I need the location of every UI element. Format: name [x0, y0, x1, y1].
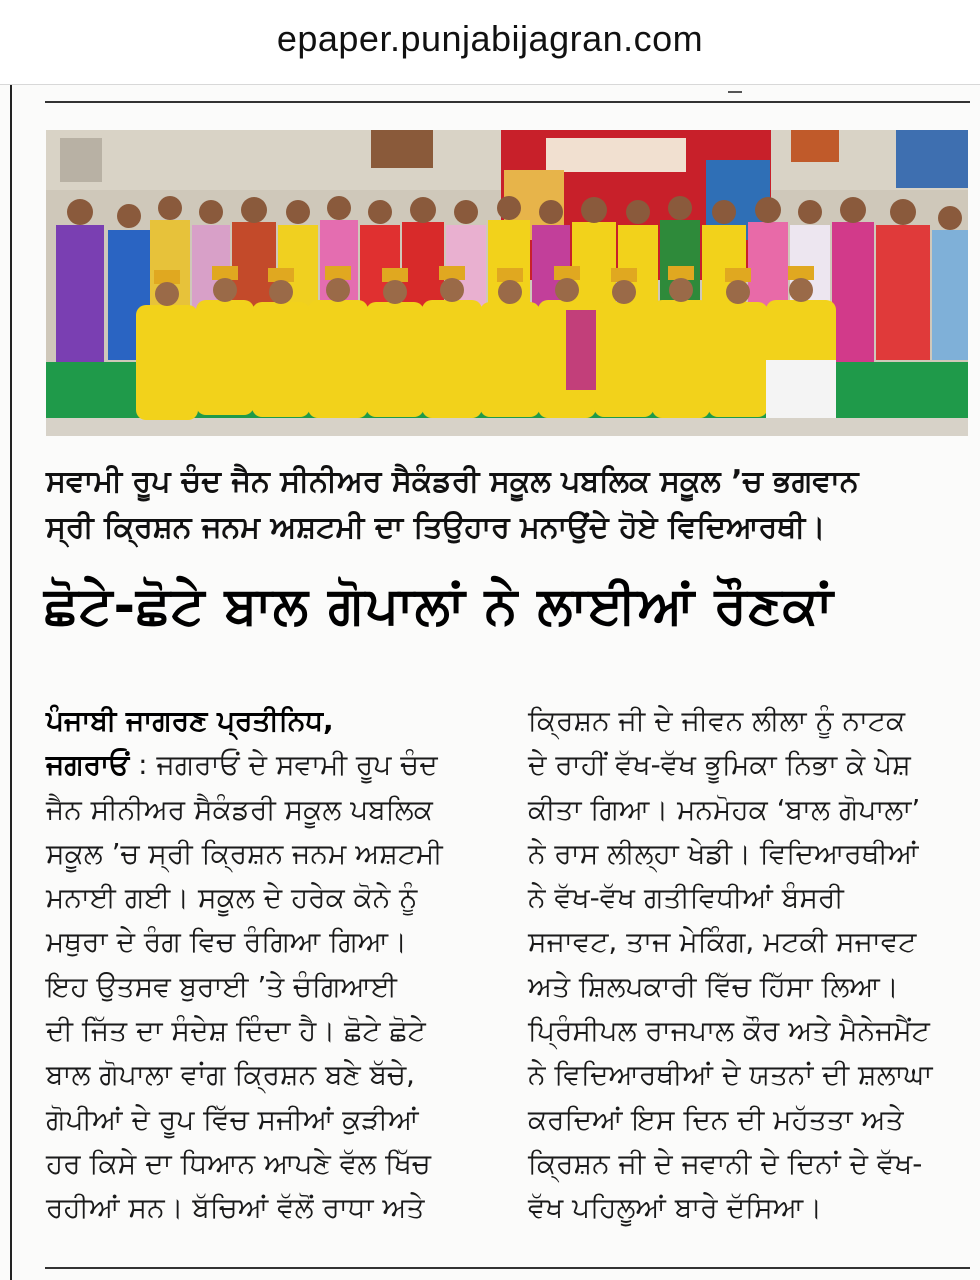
caption-line: ਸ੍ਰੀ ਕ੍ਰਿਸ਼ਨ ਜਨਮ ਅਸ਼ਟਮੀ ਦਾ ਤਿਉਹਾਰ ਮਨਾਉਂਦੇ ਹੋਏ ਵਿਦਿਆਰਥੀ।	[46, 510, 826, 545]
body-text: : ਜਗਰਾਓਂ ਦੇ ਸਵਾਮੀ ਰੂਪ ਚੰਦ	[129, 748, 438, 782]
article-headline: ਛੋਟੇ-ਛੋਟੇ ਬਾਲ ਗੋਪਾਲਾਂ ਨੇ ਲਾਈਆਂ ਰੌਣਕਾਂ	[44, 576, 834, 636]
body-line: ਬਾਲ ਗੋਪਾਲਾ ਵਾਂਗ ਕ੍ਰਿਸ਼ਨ ਬਣੇ ਬੱਚੇ,	[46, 1058, 415, 1092]
body-line: ਨੇ ਵਿਦਿਆਰਥੀਆਂ ਦੇ ਯਤਨਾਂ ਦੀ ਸ਼ਲਾਘਾ	[528, 1058, 933, 1092]
photo-caption	[46, 459, 976, 551]
top-cut-mark	[728, 85, 742, 93]
body-line: ਵੱਖ ਪਹਿਲੂਆਂ ਬਾਰੇ ਦੱਸਿਆ।	[528, 1191, 823, 1225]
article-column-left	[46, 699, 486, 1231]
body-line	[46, 743, 486, 787]
body-line: ਅਤੇ ਸ਼ਿਲਪਕਾਰੀ ਵਿੱਚ ਹਿੱਸਾ ਲਿਆ।	[528, 969, 899, 1003]
body-line: ਗੋਪੀਆਂ ਦੇ ਰੂਪ ਵਿੱਚ ਸਜੀਆਂ ਕੁੜੀਆਂ	[46, 1102, 419, 1136]
body-line: ਦੀ ਜਿੱਤ ਦਾ ਸੰਦੇਸ਼ ਦਿੰਦਾ ਹੈ। ਛੋਟੇ ਛੋਟੇ	[46, 1014, 426, 1048]
article-column-right	[528, 699, 978, 1231]
body-line: ਸਕੂਲ ’ਚ ਸ੍ਰੀ ਕ੍ਰਿਸ਼ਨ ਜਨਮ ਅਸ਼ਟਮੀ	[46, 836, 443, 870]
top-rule	[45, 101, 970, 103]
newspaper-page	[0, 85, 980, 1280]
body-line: ਕ੍ਰਿਸ਼ਨ ਜੀ ਦੇ ਜੀਵਨ ਲੀਲਾ ਨੂੰ ਨਾਟਕ	[528, 704, 906, 737]
body-line: ਮਥੁਰਾ ਦੇ ਰੰਗ ਵਿਚ ਰੰਗਿਆ ਗਿਆ।	[46, 925, 408, 959]
body-line: ਕ੍ਰਿਸ਼ਨ ਜੀ ਦੇ ਜਵਾਨੀ ਦੇ ਦਿਨਾਂ ਦੇ ਵੱਖ-	[528, 1146, 923, 1180]
article-photo	[46, 130, 968, 436]
url-text: epaper.punjabijagran.com	[276, 18, 704, 59]
body-line: ਦੇ ਰਾਹੀਂ ਵੱਖ-ਵੱਖ ਭੂਮਿਕਾ ਨਿਭਾ ਕੇ ਪੇਸ਼	[528, 748, 911, 782]
body-line: ਇਹ ਉਤਸਵ ਬੁਰਾਈ ’ਤੇ ਚੰਗਿਆਈ	[46, 969, 397, 1003]
caption-line: ਸਵਾਮੀ ਰੂਪ ਚੰਦ ਜੈਨ ਸੀਨੀਅਰ ਸੈਕੰਡਰੀ ਸਕੂਲ ਪਬਲਿਕ ਸਕੂਲ ’ਚ ਭਗਵਾਨ	[46, 464, 859, 499]
body-line: ਜੈਨ ਸੀਨੀਅਰ ਸੈਕੰਡਰੀ ਸਕੂਲ ਪਬਲਿਕ	[46, 792, 433, 826]
body-line: ਹਰ ਕਿਸੇ ਦਾ ਧਿਆਨ ਆਪਣੇ ਵੱਲ ਖਿੱਚ	[46, 1146, 431, 1180]
left-column-rule	[10, 85, 12, 1280]
body-line: ਨੇ ਵੱਖ-ਵੱਖ ਗਤੀਵਿਧੀਆਂ ਬੰਸਰੀ	[528, 881, 844, 915]
body-line: ਪ੍ਰਿੰਸੀਪਲ ਰਾਜਪਾਲ ਕੌਰ ਅਤੇ ਮੈਨੇਜਮੈਂਟ	[528, 1014, 930, 1048]
dateline: ਜਗਰਾਓਂ	[46, 748, 130, 782]
body-line: ਰਹੀਆਂ ਸਨ। ਬੱਚਿਆਂ ਵੱਲੋਂ ਰਾਧਾ ਅਤੇ	[46, 1191, 425, 1225]
browser-address-bar[interactable]	[0, 0, 980, 85]
body-line: ਨੇ ਰਾਸ ਲੀਲ੍ਹਾ ਖੇਡੀ। ਵਿਦਿਆਰਥੀਆਂ	[528, 836, 919, 870]
body-line: ਕਰਦਿਆਂ ਇਸ ਦਿਨ ਦੀ ਮਹੱਤਤਾ ਅਤੇ	[528, 1102, 904, 1136]
body-line: ਮਨਾਈ ਗਈ। ਸਕੂਲ ਦੇ ਹਰੇਕ ਕੋਨੇ ਨੂੰ	[46, 881, 418, 915]
students-photo-illustration	[46, 130, 968, 436]
byline: ਪੰਜਾਬੀ ਜਾਗਰਣ ਪ੍ਰਤੀਨਿਧ,	[46, 704, 334, 737]
body-line: ਸਜਾਵਟ, ਤਾਜ ਮੇਕਿੰਗ, ਮਟਕੀ ਸਜਾਵਟ	[528, 925, 917, 959]
body-line: ਕੀਤਾ ਗਿਆ। ਮਨਮੋਹਕ ‘ਬਾਲ ਗੋਪਾਲਾ’	[528, 792, 921, 826]
bottom-rule	[45, 1267, 970, 1269]
